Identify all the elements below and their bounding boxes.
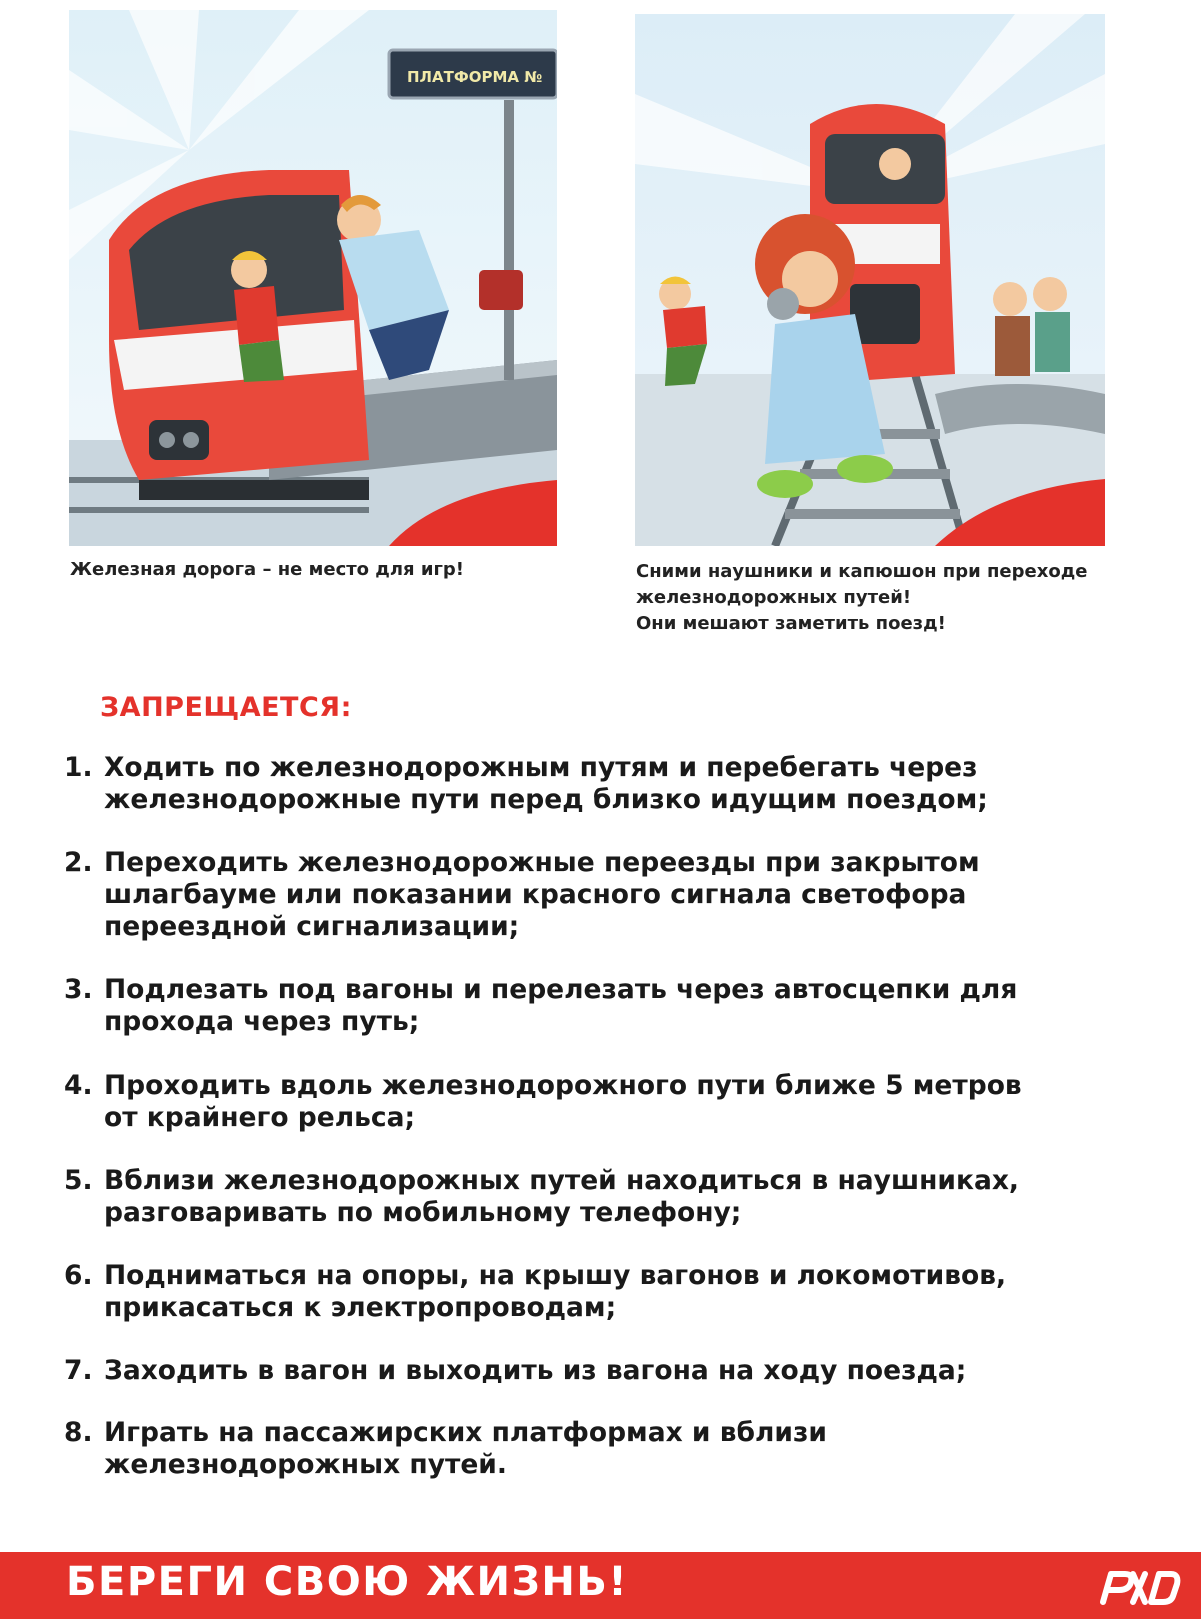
item-text: Ходить по железнодорожным путям и перебегать через [104, 752, 978, 783]
item-number: 6. [64, 1260, 93, 1291]
item-number: 4. [64, 1070, 93, 1101]
item-text: Играть на пассажирских платформах и вблизи [104, 1417, 827, 1448]
crossing-tracks-illustration [635, 14, 1105, 546]
slogan: БЕРЕГИ СВОЮ ЖИЗНЬ! [66, 1559, 629, 1605]
item-number: 7. [64, 1355, 93, 1386]
illustration-right [635, 14, 1105, 546]
item-text: Подниматься на опоры, на крышу вагонов и локомотивов, [104, 1260, 1007, 1291]
caption-line: Сними наушники и капюшон при переходе [636, 561, 1088, 582]
item-number: 5. [64, 1165, 93, 1196]
caption-left [70, 557, 464, 583]
item-text: от крайнего рельса; [104, 1102, 416, 1133]
item-text: железнодорожных путей. [104, 1449, 507, 1480]
rzd-logo-icon [1097, 1564, 1181, 1612]
item-text: Подлезать под вагоны и перелезать через автосцепки для [104, 974, 1018, 1005]
item-text: Вблизи железнодорожных путей находиться в наушниках, [104, 1165, 1020, 1196]
item-number: 3. [64, 974, 93, 1005]
rzd-logo-graphic [1097, 1564, 1181, 1608]
item-text: прохода через путь; [104, 1006, 420, 1037]
caption-line: железнодорожных путей! [636, 587, 912, 608]
caption-line: Железная дорога – не место для игр! [70, 559, 464, 580]
train-platform-illustration [69, 10, 557, 546]
item-text: прикасаться к электропроводам; [104, 1292, 617, 1323]
footer-banner [0, 1552, 1201, 1619]
prohibited-heading: ЗАПРЕЩАЕТСЯ: [100, 692, 352, 723]
item-text: железнодорожные пути перед близко идущим поездом; [104, 784, 988, 815]
item-number: 1. [64, 752, 93, 783]
caption-right [636, 559, 1087, 637]
illustration-left [69, 10, 557, 546]
item-text: шлагбауме или показании красного сигнала светофора [104, 879, 967, 910]
caption-line: Они мешают заметить поезд! [636, 613, 946, 634]
item-text: Заходить в вагон и выходить из вагона на ходу поезда; [104, 1355, 967, 1386]
item-text: Проходить вдоль железнодорожного пути ближе 5 метров [104, 1070, 1022, 1101]
item-text: разговаривать по мобильному телефону; [104, 1197, 742, 1228]
platform-sign-text: ПЛАТФОРМА № [407, 68, 543, 86]
item-number: 2. [64, 847, 93, 878]
item-number: 8. [64, 1417, 93, 1448]
item-text: переездной сигнализации; [104, 911, 520, 942]
item-text: Переходить железнодорожные переезды при закрытом [104, 847, 980, 878]
